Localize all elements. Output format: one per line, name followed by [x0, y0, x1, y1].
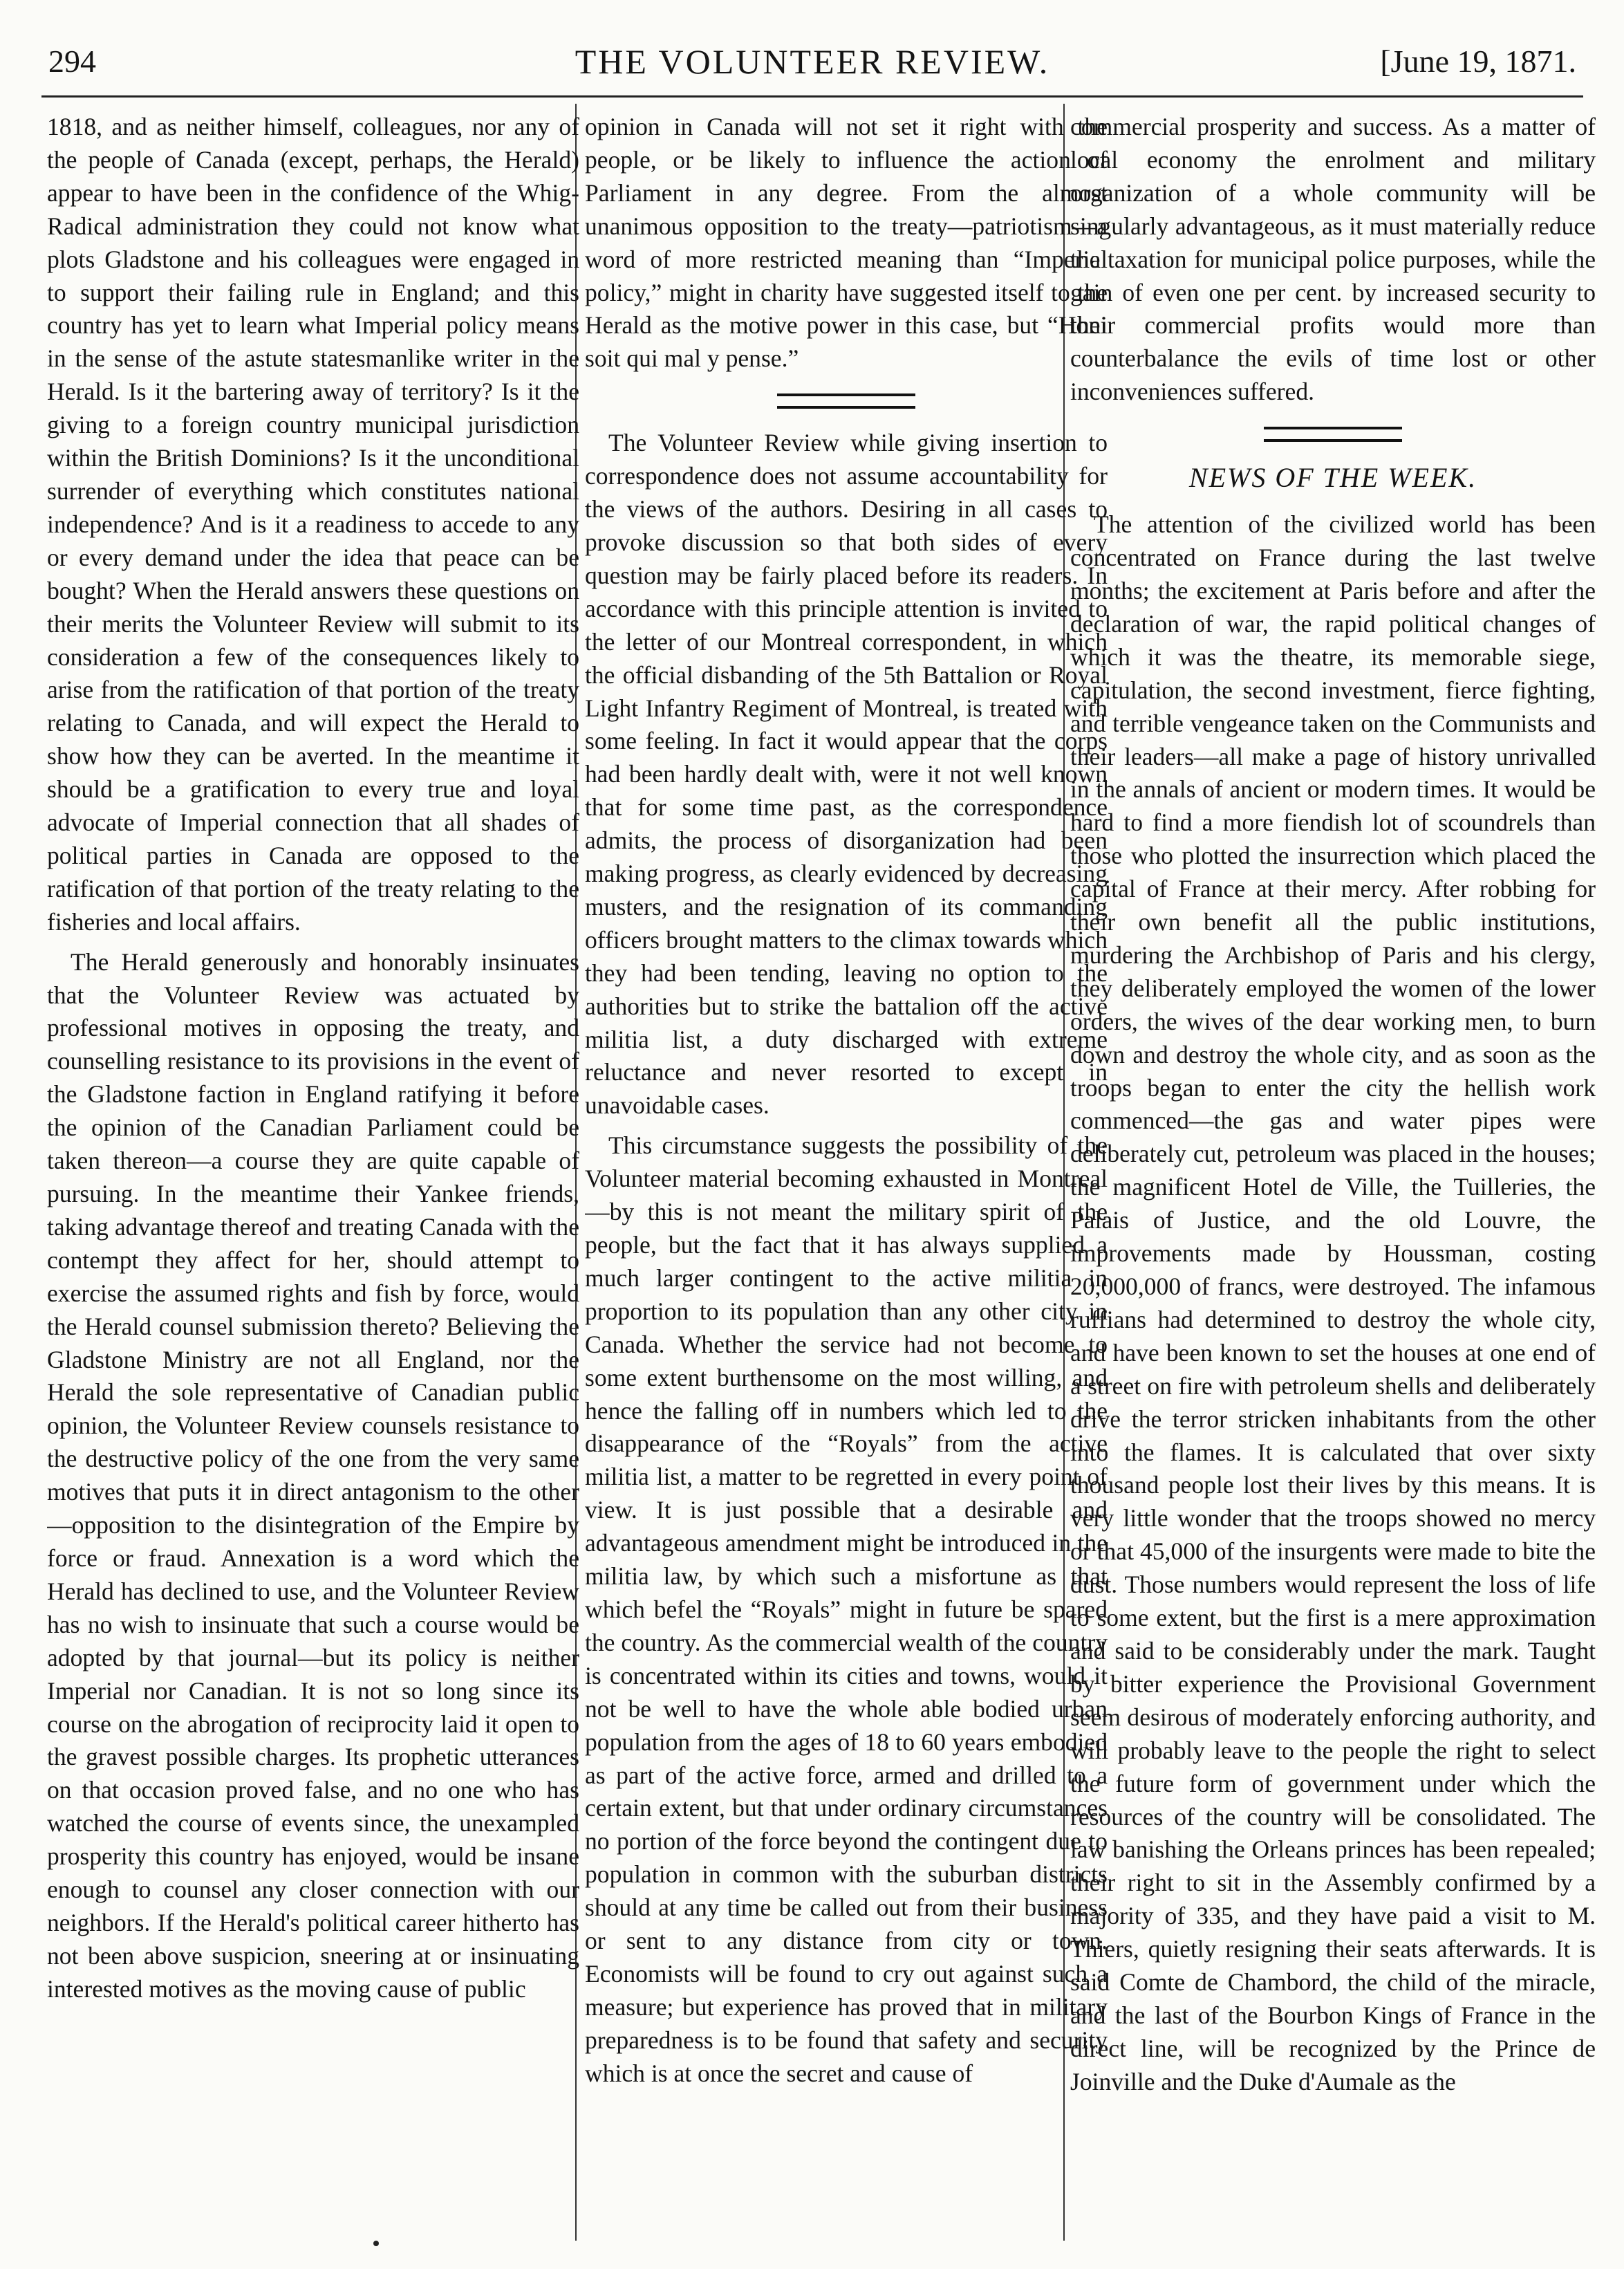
ink-dot	[373, 2241, 379, 2246]
column-2	[585, 111, 1108, 2241]
issue-date: [June 19, 1871.	[1380, 44, 1576, 79]
article-paragraph: The Volunteer Review while giving insertion to correspondence does not assume accountability for the views of the authors. Desiring in all cases to provoke discussion so that both sides of every question may be fairly placed before its readers. In accordance with this principle attention is invited to the letter of our Montreal correspondent, in which the official disbanding of the 5th Battalion or Royal Light Infantry Regiment of Montreal, is treated with some feeling. In fact it would appear that the corps had been hardly dealt with, were it not well known that for some time past, as the correspondence admits, the process of disorganization had been making progress, as clearly evidenced by decreasing musters, and the resignation of its commanding officers brought matters to the climax towards which they had been tending, leaving no option to the authorities but to strike the battalion off the active militia list, a duty discharged with extreme reluctance and never resorted to except in unavoidable cases.	[585, 429, 1108, 1120]
column-3	[1070, 111, 1596, 2241]
article-paragraph: commercial prosperity and success. As a matter of local economy the enrolment and military organization of a whole community will be singularly advantageous, as it must materially reduce the taxation for municipal police purposes, while the gain of even one per cent. by increased security to their commercial profits would more than counterbalance the evils of time lost or other inconveniences suffered.	[1070, 113, 1596, 406]
article-paragraph: This circumstance suggests the possibility of the Volunteer material becoming exhausted in Montreal—by this is not meant the military spirit of the people, but the fact that it has always supplied a much larger contingent to the active militia in proportion to its population than any other city in Canada. Whether the service had not become to some extent burthensome on the most willing, and hence the falling off in numbers which led to the disappearance of the “Royals” from the active militia list, a matter to be regretted in every point of view. It is just possible that a desirable and advantageous amendment might be introduced in the militia law, by which such a misfortune as that which befel the “Royals” might in future be spared the country. As the commercial wealth of the country is concentrated within its cities and towns, would it not be well to have the whole able bodied urban population from the ages of 18 to 60 years embodied as part of the active force, armed and drilled to a certain extent, but that under ordinary circumstances no portion of the force beyond the contingent due to population in common with the suburban districts should at any time be called out from their business or sent to any distance from city or town. Economists will be found to cry out against such a measure; but experience has proved that in military preparedness is to be found that safety and security which is at once the secret and cause of	[585, 1131, 1108, 2087]
masthead-title: THE VOLUNTEER REVIEW.	[575, 42, 1050, 81]
page-number: 294	[48, 44, 96, 79]
section-separator	[777, 393, 915, 409]
article-paragraph: 1818, and as neither himself, colleagues, nor any of the people of Canada (except, perhaps, the Herald) appear to have been in the confidence of the Whig-Radical administration they could not know what plots Gladstone and his colleagues were engaged in to support their failing rule in England; and this country has yet to learn what Imperial policy means in the sense of the astute statesmanlike writer in the Herald. Is it the bartering away of territory? Is it the giving to a foreign country municipal jurisdiction within the British Dominions? Is it the unconditional surrender of everything which constitutes national independence? And is it a readiness to accede to any or every demand under the idea that peace can be bought? When the Herald answers these questions on their merits the Volunteer Review will submit to its consideration a few of the consequences likely to arise from the ratification of that portion of the treaty relating to Canada, and will expect the Herald to show how they can be averted. In the meantime it should be a gratification to every true and loyal advocate of Imperial connection that all shades of political parties in Canada are opposed to the ratification of that portion of the treaty relating to the fisheries and local affairs.	[47, 113, 579, 936]
column-1	[47, 111, 579, 2241]
article-paragraph: opinion in Canada will not set it right with the people, or be likely to influence the action of Parliament in any degree. From the almost unanimous opposition to the treaty—patriotism—a word of more restricted meaning than “Imperial policy,” might in charity have suggested itself to the Herald as the motive power in this case, but “Honi soit qui mal y pense.”	[585, 113, 1108, 373]
page-header	[41, 36, 1583, 91]
header-rule	[41, 95, 1583, 98]
section-heading: NEWS OF THE WEEK.	[1188, 462, 1477, 494]
section-separator	[1264, 427, 1402, 442]
article-paragraph: The attention of the civilized world has been concentrated on France during the last twelve months; the excitement at Paris before and after the declaration of war, the rapid political changes of which it was the theatre, its memorable siege, capitulation, the second investment, fierce fighting, and terrible vengeance taken on the Communists and their leaders—all make a page of history unrivalled in the annals of ancient or modern times. It would be hard to find a more fiendish lot of scoundrels than those who plotted the insurrection which placed the capital of France at their mercy. After robbing for their own benefit all the public institutions, murdering the Archbishop of Paris and his clergy, they deliberately employed the women of the lower orders, the wives of the dear working men, to burn down and destroy the whole city, and as soon as the troops began to enter the city the hellish work commenced—the gas and water pipes were deliberately cut, petroleum was placed in the houses; the magnificent Hotel de Ville, the Tuilleries, the Palais of Justice, and the old Louvre, the improvements made by Houssman, costing 20,000,000 of francs, were destroyed. The infamous ruffians had determined to destroy the whole city, and have been known to set the houses at one end of a street on fire with petroleum shells and deliberately drive the terror stricken inhabitants from the other into the flames. It is calculated that over sixty thousand people lost their lives by this means. It is very little wonder that the troops showed no mercy or that 45,000 of the insurgents were made to bite the dust. Those numbers would represent the loss of life to some extent, but the first is a mere approximation and said to be considerably under the mark. Taught by bitter experience the Provisional Government seem desirous of moderately enforcing authority, and will probably leave to the people the right to select the future form of government under which the resources of the country will be consolidated. The law banishing the Orleans princes has been repealed; their right to sit in the Assembly confirmed by a majority of 335, and they have paid a visit to M. Thiers, quietly resigning their seats afterwards. It is said Comte de Chambord, the child of the miracle, and the last of the Bourbon Kings of France in the direct line, will be recognized by the Prince de Joinville and the Duke d'Aumale as the	[1070, 510, 1596, 2095]
article-paragraph: The Herald generously and honorably insinuates that the Volunteer Review was actuated by professional motives in opposing the treaty, and counselling resistance to its provisions in the event of the Gladstone faction in England ratifying it before the opinion of the Canadian Parliament could be taken thereon—a course they are quite capable of pursuing. In the meantime their Yankee friends, taking advantage thereof and treating Canada with the contempt they affect for her, should attempt to exercise the assumed rights and fish by force, would the Herald counsel submission thereto? Believing the Gladstone Ministry are not all England, nor the Herald the sole representative of Canadian public opinion, the Volunteer Review counsels resistance to the destructive policy of the one from the very same motives that puts it in direct antagonism to the other—opposition to the disintegration of the Empire by force or fraud. Annexation is a word which the Herald has declined to use, and the Volunteer Review has no wish to insinuate that such a course would be adopted by that journal—but its policy is neither Imperial nor Canadian. It is not so long since its course on the abrogation of reciprocity laid it open to the gravest possible charges. Its prophetic utterances on that occasion proved false, and no one who has watched the course of events since, the unexampled prosperity this country has enjoyed, would be insane enough to counsel any closer connection with our neighbors. If the Herald's political career hitherto has not been above suspicion, sneering at or insinuating interested motives as the moving cause of public	[47, 947, 579, 2003]
